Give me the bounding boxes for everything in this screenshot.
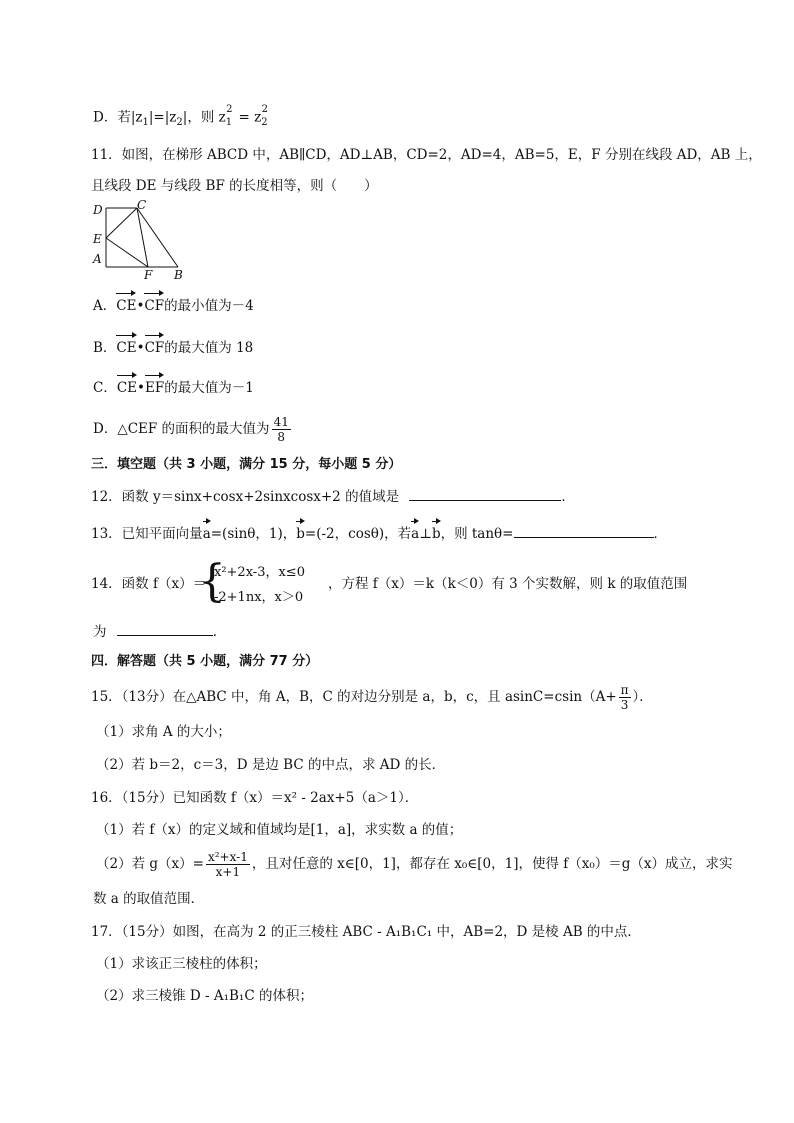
- opt-a-text: 的最小值为－4: [164, 298, 254, 314]
- q12-end: ．: [561, 489, 575, 505]
- q15-part2: （2）若 b＝2，c＝3，D 是边 BC 的中点，求 AD 的长．: [96, 757, 446, 773]
- q10d-tail: |，则 z: [182, 109, 226, 126]
- q12-text: 12．函数 y＝sinx+cosx+2sinxcosx+2 的值域是: [91, 489, 400, 505]
- opt-c-prefix: C．: [93, 380, 117, 396]
- segment-cf: [137, 208, 148, 267]
- q13-pre: 13．已知平面向量: [91, 526, 203, 542]
- dot-icon: •: [137, 380, 145, 396]
- q14-post: ，方程 f（x）＝k（k＜0）有 3 个实数解，则 k 的取值范围: [328, 576, 688, 592]
- q17-part1: （1）求该正三棱柱的体积；: [96, 956, 267, 972]
- q11-option-d: [93, 412, 293, 446]
- q16-part2-line2: 数 a 的取值范围．: [93, 891, 205, 907]
- label-d: D: [93, 203, 103, 217]
- opt-b-prefix: B．: [93, 340, 117, 356]
- frac-den: 8: [277, 430, 286, 444]
- frac-den: x+1: [215, 865, 241, 879]
- q14-case2: -2+1nx，x＞0: [214, 590, 304, 605]
- q16-2-pre: （2）若 g（x）=: [96, 856, 204, 872]
- vector-ef: EF: [145, 380, 165, 396]
- q15-text: 15．（13分）在△ABC 中，角 A，B，C 的对边分别是 a，b，c，且 asinC=csin（A+: [91, 689, 617, 705]
- opt-d-text: D．△CEF 的面积的最大值为: [93, 421, 270, 437]
- fraction-g: [206, 850, 250, 879]
- q13-answer-blank[interactable]: [514, 523, 654, 538]
- label-b: B: [174, 268, 183, 282]
- vector-b: b: [296, 526, 305, 542]
- q10d-eq: = z: [238, 109, 262, 126]
- frac-num: π: [620, 683, 629, 697]
- edge-cb: [137, 208, 178, 267]
- vector-ce: CE: [116, 380, 138, 396]
- q10d-label: D．若|z: [93, 109, 143, 126]
- vector-cf: CF: [144, 298, 165, 314]
- q11-line1: 11．如图，在梯形 ABCD 中，AB∥CD，AD⊥AB，CD=2，AD=4，AB=5，E，F 分别在线段 AD，AB 上，: [91, 147, 762, 163]
- vector-cf: CF: [144, 340, 165, 356]
- q14-line2-text: 为: [93, 624, 107, 640]
- q16-2-post: ，且对任意的 x∈[0，1]，都存在 x₀∈[0，1]，使得 f（x₀）＝g（x）成立，求实: [251, 856, 733, 872]
- q13-a-val: =(sinθ，1)，: [210, 526, 297, 542]
- opt-b-text: 的最大值为 18: [164, 340, 254, 356]
- q11-option-c: [93, 378, 254, 398]
- q17: 17．（15分）如图，在高为 2 的正三棱柱 ABC - A₁B₁C₁ 中，AB=2，D 是棱 AB 的中点．: [91, 924, 641, 940]
- q16-part1: （1）若 f（x）的定义域和值域均是[1，a]，求实数 a 的值；: [96, 822, 463, 838]
- q10d-mid: |=|z: [148, 109, 177, 126]
- q13-end: ．: [653, 526, 667, 542]
- q16: 16．（15分）已知函数 f（x）＝x² - 2ax+5（a＞1）．: [91, 790, 419, 806]
- label-e: E: [93, 232, 102, 246]
- q14-case1: x²+2x-3，x≤0: [214, 565, 305, 580]
- q13-tail: ，则 tanθ=: [440, 526, 514, 542]
- q14-answer-blank[interactable]: [117, 621, 213, 636]
- frac-num: x²+x-1: [207, 850, 248, 864]
- q14-end: ．: [212, 624, 227, 640]
- q11-line2: 且线段 DE 与线段 BF 的长度相等，则（ ）: [91, 178, 378, 194]
- fraction-pi-3: [619, 683, 631, 712]
- q15-end: ）．: [632, 689, 653, 705]
- section-3-heading: 三．填空题（共 3 小题，满分 15 分，每小题 5 分）: [91, 457, 402, 472]
- section-4-heading: 四．解答题（共 5 小题，满分 77 分）: [91, 654, 319, 669]
- vector-ce: CE: [116, 298, 137, 314]
- segment-ec: [106, 208, 137, 238]
- q15-part1: （1）求角 A 的大小；: [96, 724, 231, 740]
- q13-b-val: =(-2，cosθ)，若: [304, 526, 412, 542]
- dot-icon: •: [136, 298, 145, 314]
- q11-option-b: [93, 338, 253, 358]
- q11-option-a: [93, 296, 254, 316]
- frac-den: 3: [620, 698, 629, 712]
- segment-ef: [106, 238, 148, 267]
- piecewise-brace: {: [198, 556, 226, 607]
- q13: [91, 523, 667, 544]
- q10-option-d: D．若$|z_1|=|z_2|$，则 $z_1^2 = z_2^2$: [93, 104, 268, 129]
- q12: [91, 486, 575, 507]
- opt-a-prefix: A．: [93, 298, 117, 314]
- q12-answer-blank[interactable]: [409, 486, 561, 501]
- q14-pre: 14．函数 f（x）＝: [91, 576, 207, 592]
- label-a: A: [93, 252, 102, 266]
- trapezoid-figure: [90, 200, 200, 282]
- frac-num: 41: [273, 415, 289, 429]
- fraction-41-8: [272, 415, 291, 444]
- q16-part2: [96, 847, 733, 881]
- vector-a: a: [202, 526, 211, 542]
- q17-part2: （2）求三棱锥 D - A₁B₁C 的体积；: [96, 988, 313, 1004]
- perp-symbol: ⊥: [419, 526, 432, 542]
- label-c: C: [137, 200, 147, 212]
- q14-line2: [93, 621, 226, 642]
- vector-b: b: [431, 526, 441, 542]
- q15: [91, 680, 653, 714]
- opt-c-text: 的最大值为－1: [164, 380, 254, 396]
- vector-a: a: [411, 526, 420, 542]
- label-f: F: [144, 268, 153, 282]
- dot-icon: •: [136, 340, 145, 356]
- vector-ce: CE: [116, 340, 137, 356]
